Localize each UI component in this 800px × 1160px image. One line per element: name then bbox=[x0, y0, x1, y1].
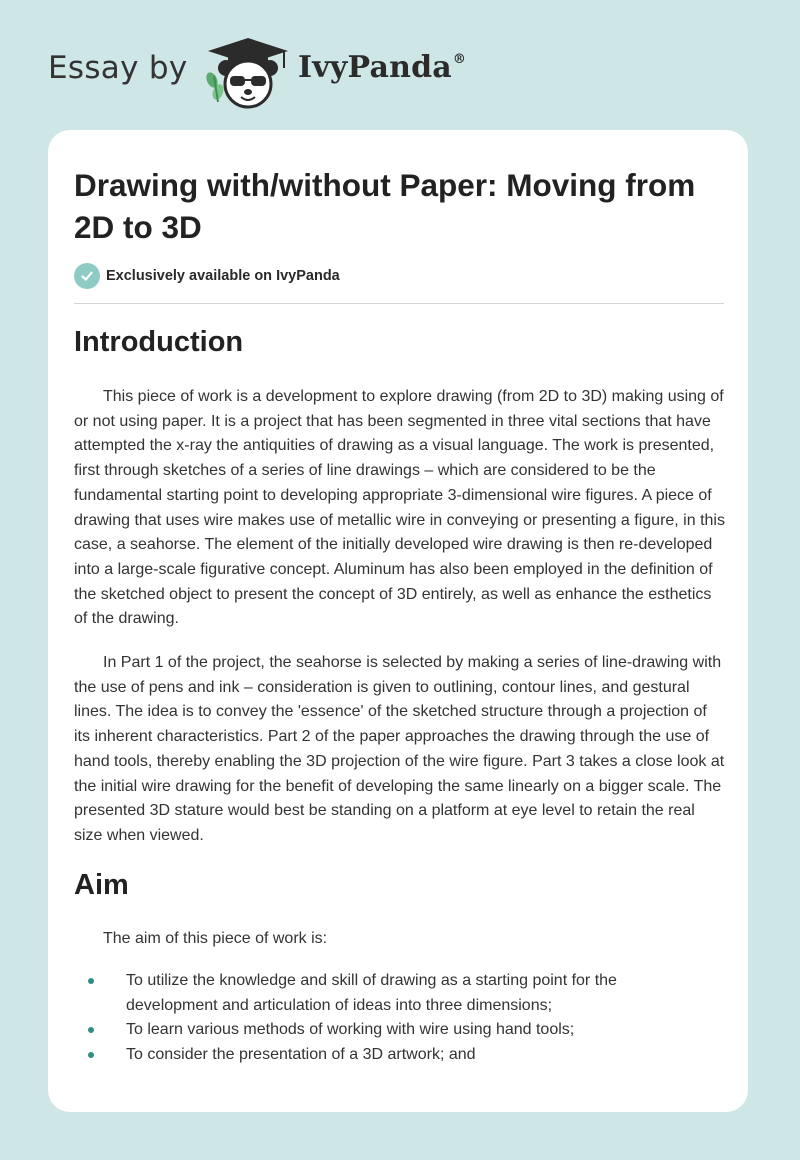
list-item bbox=[48, 969, 686, 1018]
aim-heading: Aim bbox=[74, 869, 129, 901]
site-header bbox=[0, 0, 800, 130]
bullet-icon bbox=[88, 1027, 94, 1033]
introduction-paragraph-1: This piece of work is a development to explore drawing (from 2D to 3D) making using of or not using paper. It is a project that has been segmented in three vital sections that have attempted the x-ray the antiquities of drawing as a visual language. The work is presented, first through sketches of a series of line drawings – which are considered to be the fundamental starting point to developing appropriate 3-dimensional wire figures. A piece of drawing that uses wire makes use of metallic wire in conveying or presenting a figure, in this case, a seahorse. The element of the initially developed wire drawing is then re-developed into a large-scale figurative concept. Aluminum has also been employed in the definition of the sketched object to present the concept of 3D entirely, as well as enhance the esthetics of the drawing. bbox=[74, 388, 725, 628]
essay-card bbox=[48, 130, 748, 1112]
aim-list bbox=[48, 969, 748, 1068]
list-item bbox=[48, 1043, 686, 1068]
introduction-heading: Introduction bbox=[74, 326, 244, 358]
essay-by-label: Essay by bbox=[48, 50, 188, 86]
list-item-text: To learn various methods of working with wire using hand tools; bbox=[126, 1021, 575, 1039]
aim-intro: The aim of this piece of work is: bbox=[103, 930, 328, 947]
check-icon bbox=[74, 263, 100, 289]
registered-mark: ® bbox=[452, 52, 467, 67]
brand-name[interactable] bbox=[298, 50, 466, 85]
brand-text: IvyPanda bbox=[298, 50, 452, 85]
bullet-icon bbox=[88, 978, 94, 984]
page-title: Drawing with/without Paper: Moving from 2D to 3D bbox=[74, 167, 696, 245]
exclusive-badge bbox=[74, 263, 340, 289]
bullet-icon bbox=[88, 1052, 94, 1058]
list-item bbox=[48, 1018, 686, 1043]
introduction-paragraph-2: In Part 1 of the project, the seahorse is selected by making a series of line-drawing with the use of pens and ink – consideration is given to outlining, contour lines, and gestural lines. The idea is to convey the 'essence' of the sketched structure through a projection of its inherent characteristics. Part 2 of the paper approaches the drawing through the use of hand tools, thereby enabling the 3D projection of the wire figure. Part 3 takes a close look at the initial wire drawing for the benefit of developing the same linearly on a bigger scale. The presented 3D stature would best be standing on a platform at eye level to retain the real size when viewed. bbox=[74, 654, 725, 844]
list-item-text: To utilize the knowledge and skill of drawing as a starting point for the development and articulation of ideas into three dimensions; bbox=[126, 972, 617, 1014]
divider bbox=[74, 303, 724, 304]
panda-logo-icon[interactable] bbox=[200, 36, 296, 110]
list-item-text: To consider the presentation of a 3D artwork; and bbox=[126, 1046, 476, 1064]
exclusive-badge-label: Exclusively available on IvyPanda bbox=[106, 268, 340, 284]
